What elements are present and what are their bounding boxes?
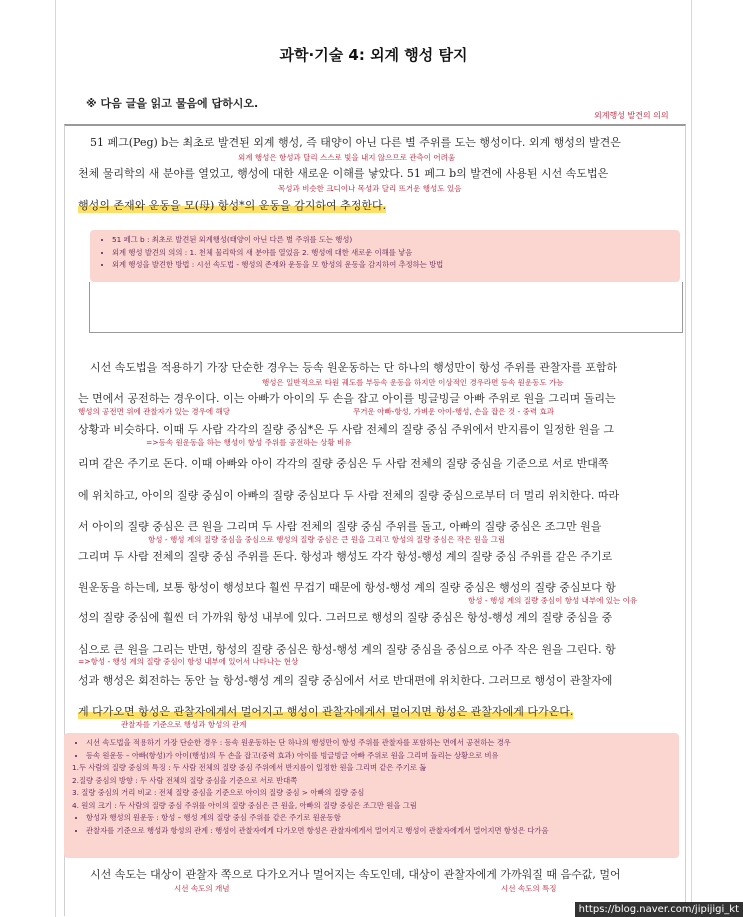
para2-line-2: 는 면에서 공전하는 경우이다. 이는 아빠가 아이의 두 손을 잡고 아이를 빙글빙글 아빠 주위로 원을 그리며 돌리는 <box>78 392 616 405</box>
annotation-a11: 시선 속도의 개념 <box>174 884 230 893</box>
para2-line-5: 에 위치하고, 아이의 질량 중심이 아빠의 질량 중심보다 두 사람 전체의 질량 중심으로부터 더 멀리 위치한다. 따라 <box>78 489 620 502</box>
blog-watermark: https://blog.naver.com/jipijigi_kt <box>575 902 743 917</box>
empty-answer-box <box>89 282 683 333</box>
para2-line-10: 심으로 큰 원을 그리는 반면, 항성의 질량 중심은 항성-행성 계의 질량 중심을 중심으로 아주 작은 원을 그린다. 항 <box>78 643 616 656</box>
note2-item: • 항성과 행성의 원운동 : 항성 – 행성 계의 질량 중심 주위를 같은 주기로 원운동함 <box>86 812 671 825</box>
summary-note-2 <box>64 733 679 858</box>
note1-item: • 51 페그 b : 최초로 발견된 외계행성(태양이 아닌 다른 별 주위를 도는 행성) <box>112 234 672 247</box>
annotation-a6: =>등속 원운동을 하는 행성이 항성 주위를 공전하는 상황 비유 <box>146 438 352 447</box>
annotation-top-right: 외계행성 발견의 의의 <box>594 111 669 120</box>
annotation-a1: 외계 행성은 항성과 달리 스스로 빛을 내지 않으므로 관측이 어려움 <box>238 153 456 162</box>
instruction: ※ 다음 글을 읽고 물음에 답하시오. <box>86 97 259 110</box>
para2-line-9: 성의 질량 중심에 훨씬 더 가까워 항성 내부에 있다. 그러므로 행성의 질량 중심은 항성-행성 계의 질량 중심을 중 <box>78 611 613 624</box>
note2-subitem: 4. 원의 크기 : 두 사람의 질량 중심 주위를 아이의 질량 중심은 큰 원을, 아빠의 질량 중심은 조그만 원을 그림 <box>72 800 417 810</box>
document-page <box>55 0 692 917</box>
note1-item: • 외계 행성을 발견한 방법 : 시선 속도법 - 행성의 존재와 운동을 모 항성의 운동을 감지하여 추정하는 방법 <box>112 259 672 272</box>
last-line: 시선 속도는 대상이 관찰자 쪽으로 다가오거나 멀어지는 속도인데, 대상이 관찰자에게 가까워질 때 음수값, 멀어 <box>90 868 621 881</box>
annotation-a10: 관찰자를 기준으로 행성과 항성의 관계 <box>121 720 247 729</box>
annotation-a2: 목성과 비슷한 크디이나 목성과 달리 뜨거운 행성도 있음 <box>278 184 462 193</box>
annotation-a9: =>항성 - 행성 계의 질량 중심이 항성 내부에 있어서 나타나는 현상 <box>78 657 299 666</box>
summary-note-1 <box>90 230 680 282</box>
para2-line-6: 서 아이의 질량 중심은 큰 원을 그리며 두 사람 전체의 질량 중심 주위를 돌고, 아빠의 질량 중심은 조그만 원을 <box>78 520 602 533</box>
annotation-a8: 항성 - 행성 계의 질량 중심이 항성 내부에 있는 이유 <box>468 596 638 605</box>
note2-subitem: 1.두 사람의 질량 중심의 특징 : 두 사람 전체의 질량 중심 주위에서 반지름이 일정한 원을 그리며 같은 주기로 돎 <box>72 763 427 772</box>
para2-line-3: 상황과 비슷하다. 이때 두 사람 각각의 질량 중심*은 두 사람 전체의 질량 중심 주위에서 반지름이 일정한 원을 그 <box>78 423 614 436</box>
para2-line-7: 그리며 두 사람 전체의 질량 중심 주위를 돈다. 항성과 행성도 각각 항성-행성 계의 질량 중심 주위를 같은 주기로 <box>78 550 613 563</box>
para1-line-2: 천체 물리학의 새 분야를 열었고, 행성에 대한 새로운 이해를 낳았다. 51 페그 b의 발견에 사용된 시선 속도법은 <box>78 167 609 180</box>
para2-line-8: 원운동을 하는데, 보통 항성이 행성보다 훨씬 무겁기 때문에 항성-행성 계의 질량 중심은 행성의 질량 중심보다 항 <box>78 581 616 594</box>
annotation-a7: 항성 - 행성 계의 질량 중심을 중심으로 행성의 질량 중심은 큰 원을 그리고 항성의 질량 중심은 작은 원을 그림 <box>148 535 506 544</box>
para2-line-4: 리며 같은 주기로 돈다. 이때 아빠와 아이 각각의 질량 중심은 두 사람 전체의 질량 중심을 기준으로 서로 반대쪽 <box>78 457 609 470</box>
para1-line-3: 행성의 존재와 운동을 모(母) 항성*의 운동을 감지하여 추정한다. <box>78 199 387 212</box>
note1-item: • 외계 행성 발견의 의의 : 1. 천체 물리학의 새 분야를 열었음 2. 행성에 대한 새로운 이해를 낳음 <box>112 247 672 260</box>
para1-line-1: 51 페그(Peg) b는 최초로 발견된 외계 행성, 즉 태양이 아닌 다른 별 주위를 도는 행성이다. 외계 행성의 발견은 <box>90 136 621 149</box>
para2-line-12: 게 다가오면 항성은 관찰자에게서 멀어지고 행성이 관찰자에게서 멀어지면 항성은 관찰자에게 다가온다. <box>78 705 574 718</box>
annotation-a4: 행성의 공전면 위에 관찰자가 있는 경우에 해당 <box>78 407 230 416</box>
note2-item: • 시선 속도법을 적용하기 가장 단순한 경우 : 등속 원운동하는 단 하나의 행성만이 항성 주위를 관찰자를 포함하는 면에서 공전하는 경우 <box>86 737 671 750</box>
page-title: 과학·기술 4: 외계 행성 탐지 <box>279 46 468 64</box>
note2-item: • 관찰자를 기준으로 행성과 항성의 관계 : 행성이 관찰자에게 다가오면 항성은 관찰자에게서 멀어지고 행성이 관찰자에게서 멀어지면 항성은 다가옴 <box>86 825 671 838</box>
annotation-a5: 무거운 아빠-항성, 가벼운 아이-행성, 손을 잡은 것 - 중력 효과 <box>353 407 554 416</box>
annotation-a3: 행성은 일반적으로 타원 궤도를 부등속 운동을 하지만 이상적인 경우라면 등속 원운동도 가능 <box>262 378 564 387</box>
para2-line-1: 시선 속도법을 적용하기 가장 단순한 경우는 등속 원운동하는 단 하나의 행성만이 항성 주위를 관찰자를 포함하 <box>90 361 618 374</box>
note2-subitem: 2.질량 중심의 방향 : 두 사람 전체의 질량 중심을 기준으로 서로 반대쪽 <box>72 775 298 785</box>
note2-subitem: 3. 질량 중심의 거리 비교 : 전체 질량 중심을 기준으로 아이의 질량 중심 > 아빠의 질량 중심 <box>72 788 365 797</box>
para2-line-11: 성과 행성은 회전하는 동안 늘 항성-행성 계의 질량 중심에서 서로 반대편에 위치한다. 그러므로 행성이 관찰자에 <box>78 674 613 687</box>
annotation-a12: 시선 속도의 특징 <box>501 884 557 893</box>
note2-item: • 등속 원운동 – 아빠(항성)가 아이(행성)의 두 손을 잡고(중력 효과) 아이를 빙글빙글 아빠 주위로 원을 그리며 돌리는 상황으로 비유 <box>86 750 671 763</box>
